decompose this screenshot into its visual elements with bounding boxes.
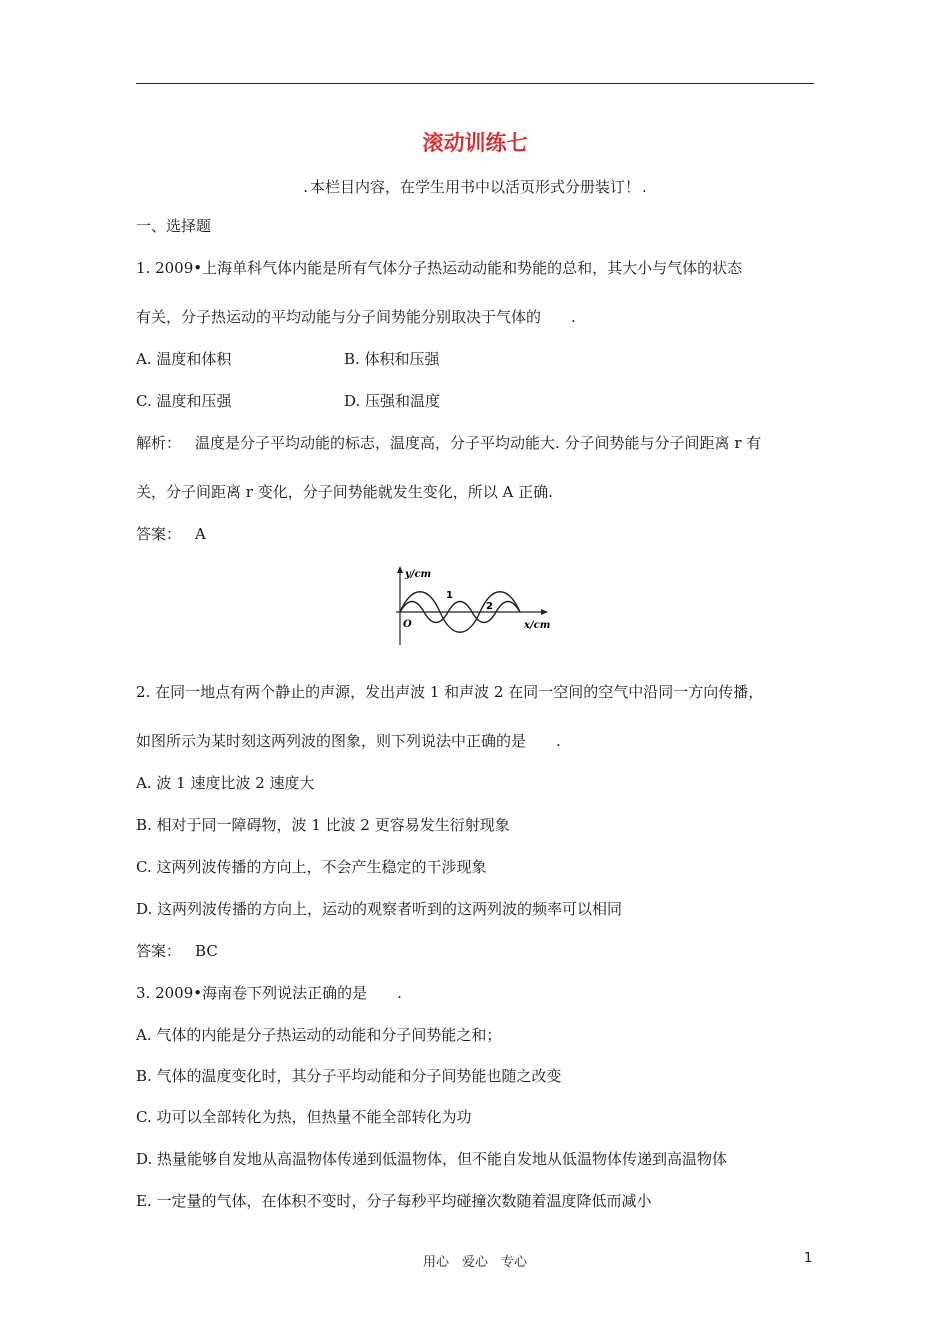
x-axis-label: x/cm [524, 620, 551, 631]
q3-option-a: A. 气体的内能是分子热运动的动能和分子间势能之和； [136, 1026, 502, 1044]
q1-answer: 答案： A [136, 525, 206, 543]
q3-option-d: D. 热量能够自发地从高温物体传递到低温物体，但不能自发地从低温物体传递到高温物体 [136, 1150, 728, 1168]
q1-option-a: A. 温度和体积 [136, 350, 232, 368]
origin-label: O [403, 619, 412, 630]
x-axis-arrow-icon [541, 609, 548, 615]
y-axis-arrow-icon [397, 566, 403, 573]
q3-option-b: B. 气体的温度变化时，其分子平均动能和分子间势能也随之改变 [136, 1067, 562, 1085]
q2-option-a: A. 波 1 速度比波 2 速度大 [136, 774, 315, 792]
q2-stem-line1: 2. 在同一地点有两个静止的声源，发出声波 1 和声波 2 在同一空间的空气中沿同一方向传播， [136, 683, 764, 701]
y-axis-label: y/cm [405, 569, 432, 580]
wave-figure [392, 565, 560, 647]
q2-stem-line2: 如图所示为某时刻这两列波的图象，则下列说法中正确的是 . [136, 732, 561, 750]
q2-option-c: C. 这两列波传播的方向上，不会产生稳定的干涉现象 [136, 858, 487, 876]
q2-answer: 答案： BC [136, 942, 218, 960]
q1-option-d: D. 压强和温度 [344, 392, 441, 410]
page-number: 1 [804, 1251, 813, 1266]
q3-option-e: E. 一定量的气体，在体积不变时，分子每秒平均碰撞次数随着温度降低而减小 [136, 1192, 652, 1210]
q1-analysis-line1: 解析： 温度是分子平均动能的标志，温度高，分子平均动能大. 分子间势能与分子间距离 r 有 [136, 434, 762, 452]
wave-2-label: 2 [486, 601, 493, 612]
page-title: 滚动训练七 [422, 131, 528, 155]
header-rule [136, 83, 814, 84]
section-heading: 一、选择题 [136, 217, 212, 235]
q2-option-d: D. 这两列波传播的方向上，运动的观察者听到的这两列波的频率可以相同 [136, 900, 623, 918]
q1-option-c: C. 温度和压强 [136, 392, 232, 410]
page-footer: 用心 爱心 专心 [422, 1255, 527, 1270]
q1-analysis-line2: 关，分子间距离 r 变化，分子间势能就发生变化，所以 A 正确. [136, 483, 553, 501]
binding-note: . 本栏目内容，在学生用书中以活页形式分册装订！ . [303, 178, 647, 196]
q2-option-b: B. 相对于同一障碍物，波 1 比波 2 更容易发生衍射现象 [136, 816, 510, 834]
wave-1-label: 1 [446, 590, 453, 601]
q1-option-b: B. 体积和压强 [344, 350, 440, 368]
q1-stem-line2: 有关，分子热运动的平均动能与分子间势能分别取决于气体的 . [136, 308, 576, 326]
q1-stem-line1: 1. 2009•上海单科气体内能是所有气体分子热运动动能和势能的总和，其大小与气体的状态 [136, 259, 743, 277]
q3-option-c: C. 功可以全部转化为热，但热量不能全部转化为功 [136, 1108, 472, 1126]
q3-stem: 3. 2009•海南卷下列说法正确的是 . [136, 984, 402, 1002]
